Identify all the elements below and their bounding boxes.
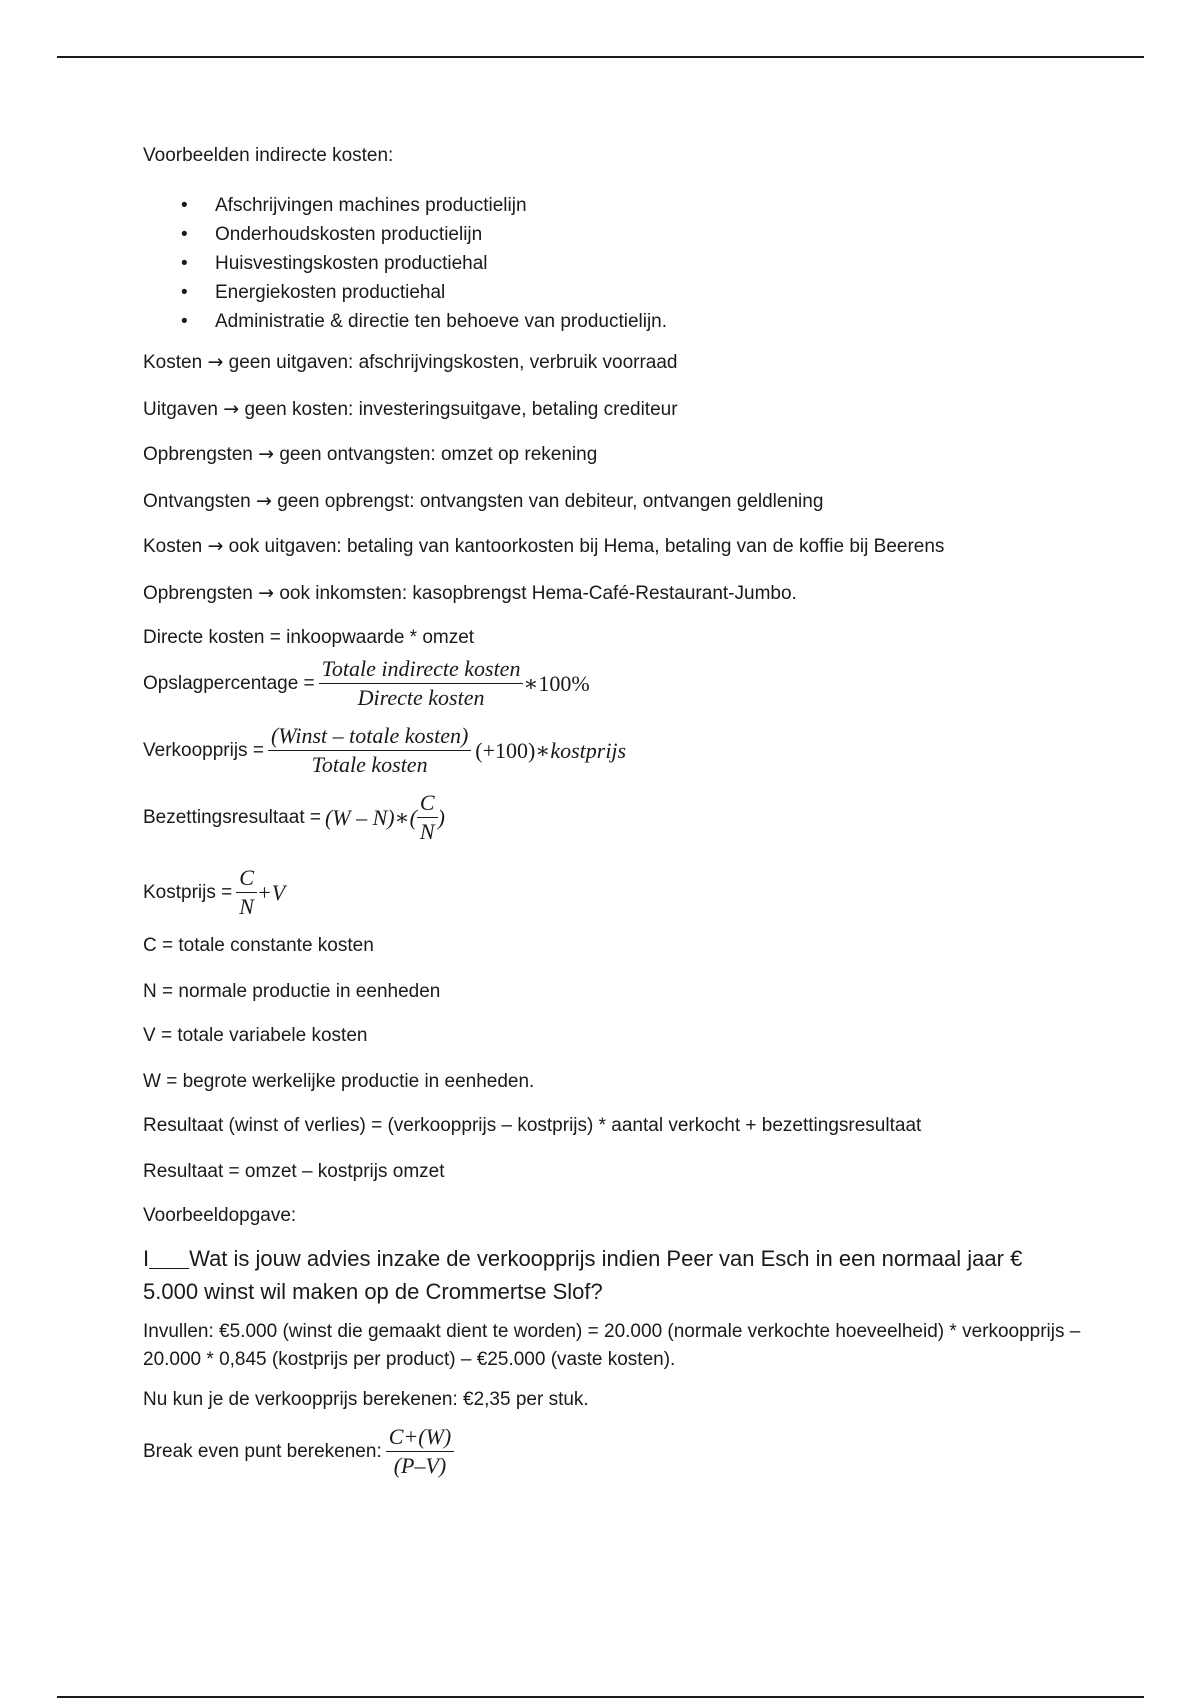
example-heading: Voorbeeldopgave: xyxy=(143,1205,297,1226)
formula-label: Opslagpercentage = xyxy=(143,672,315,694)
direct-costs-formula: Directe kosten = inkoopwaarde * omzet xyxy=(143,627,475,648)
fraction xyxy=(236,865,257,920)
relation-line: Opbrengsten → geen ontvangsten: omzet op rekening xyxy=(143,443,598,465)
arrow-right-icon: → xyxy=(258,443,275,465)
definition-line: N = normale productie in eenheden xyxy=(143,981,441,1002)
example-question xyxy=(143,1242,1083,1308)
numerator: C xyxy=(236,865,257,893)
question-underline xyxy=(149,1268,189,1269)
list-item: • Huisvestingskosten productiehal xyxy=(143,249,1083,278)
formula-head: (W – N)∗( xyxy=(324,804,417,830)
question-text: Wat is jouw advies inzake de verkoopprijs indien Peer van Esch in een normaal jaar € 5.000 winst wil maken op de Crommertse Slof? xyxy=(143,1246,1023,1304)
indirect-costs-heading: Voorbeelden indirecte kosten: xyxy=(143,145,394,166)
formula-label: Break even punt berekenen: xyxy=(143,1440,382,1462)
question-marker: I xyxy=(143,1246,150,1271)
definition-line: W = begrote werkelijke productie in eenheden. xyxy=(143,1071,535,1092)
fraction xyxy=(386,1424,455,1479)
arrow-right-icon: → xyxy=(207,535,224,557)
relation-line: Kosten → geen uitgaven: afschrijvingskosten, verbruik voorraad xyxy=(143,351,678,373)
numerator: C xyxy=(417,790,438,818)
fraction xyxy=(268,723,471,778)
relation-line: Uitgaven → geen kosten: investeringsuitgave, betaling crediteur xyxy=(143,398,678,420)
formula-tail: ) xyxy=(437,804,445,830)
formula-label: Bezettingsresultaat = xyxy=(143,806,321,828)
numerator: Totale indirecte kosten xyxy=(319,656,524,684)
verkoopprijs-formula xyxy=(143,723,1083,778)
opslagpercentage-formula xyxy=(143,656,1083,711)
header-rule xyxy=(57,56,1144,58)
numerator: C+(W) xyxy=(386,1424,455,1452)
relation-line: Opbrengsten → ook inkomsten: kasopbrengst Hema-Café-Restaurant-Jumbo. xyxy=(143,582,797,604)
fraction xyxy=(417,790,438,845)
page-body xyxy=(143,144,1083,1479)
fill-in-text: Invullen: €5.000 (winst die gemaakt dient te worden) = 20.000 (normale verkochte hoeveelheid) * verkoopprijs – 20.000 * 0,845 (kostprijs per product) – €25.000 (vaste kosten). xyxy=(143,1321,1081,1370)
footer-rule xyxy=(57,1696,1144,1698)
formula-tail: +V xyxy=(256,879,286,905)
denominator: Totale kosten xyxy=(311,752,428,777)
arrow-right-icon: → xyxy=(256,490,272,512)
list-item: • Administratie & directie ten behoeve van productielijn. xyxy=(143,307,1083,336)
conclusion-text: Nu kun je de verkoopprijs berekenen: €2,35 per stuk. xyxy=(143,1389,589,1410)
definition-line: V = totale variabele kosten xyxy=(143,1025,368,1046)
relation-line: Ontvangsten → geen opbrengst: ontvangsten van debiteur, ontvangen geldlening xyxy=(143,490,824,512)
break-even-formula xyxy=(143,1424,1083,1479)
arrow-right-icon: → xyxy=(223,398,240,420)
definition-line: C = totale constante kosten xyxy=(143,935,374,956)
bezettingsresultaat-formula xyxy=(143,790,1083,845)
kostprijs-formula xyxy=(143,865,1083,920)
arrow-right-icon: → xyxy=(258,582,275,604)
denominator: (P–V) xyxy=(393,1453,447,1478)
fraction xyxy=(319,656,524,711)
list-item: • Energiekosten productiehal xyxy=(143,278,1083,307)
indirect-costs-list xyxy=(143,191,1083,336)
formula-tail: (+100) xyxy=(475,737,536,763)
relation-line: Kosten → ook uitgaven: betaling van kantoorkosten bij Hema, betaling van de koffie bij Beerens xyxy=(143,535,945,557)
list-item: • Afschrijvingen machines productielijn xyxy=(143,191,1083,220)
formula-label: Kostprijs = xyxy=(143,881,233,903)
result-line: Resultaat = omzet – kostprijs omzet xyxy=(143,1161,445,1182)
formula-label: Verkoopprijs = xyxy=(143,739,264,761)
formula-tail: ∗100% xyxy=(523,670,590,696)
denominator: N xyxy=(419,819,435,844)
result-line: Resultaat (winst of verlies) = (verkoopprijs – kostprijs) * aantal verkocht + bezettingsresultaat xyxy=(143,1115,922,1136)
formula-tail: ∗kostprijs xyxy=(535,737,627,763)
denominator: Directe kosten xyxy=(357,685,485,710)
arrow-right-icon: → xyxy=(207,351,224,373)
numerator: (Winst – totale kosten) xyxy=(268,723,471,751)
denominator: N xyxy=(239,894,254,919)
list-item: • Onderhoudskosten productielijn xyxy=(143,220,1083,249)
